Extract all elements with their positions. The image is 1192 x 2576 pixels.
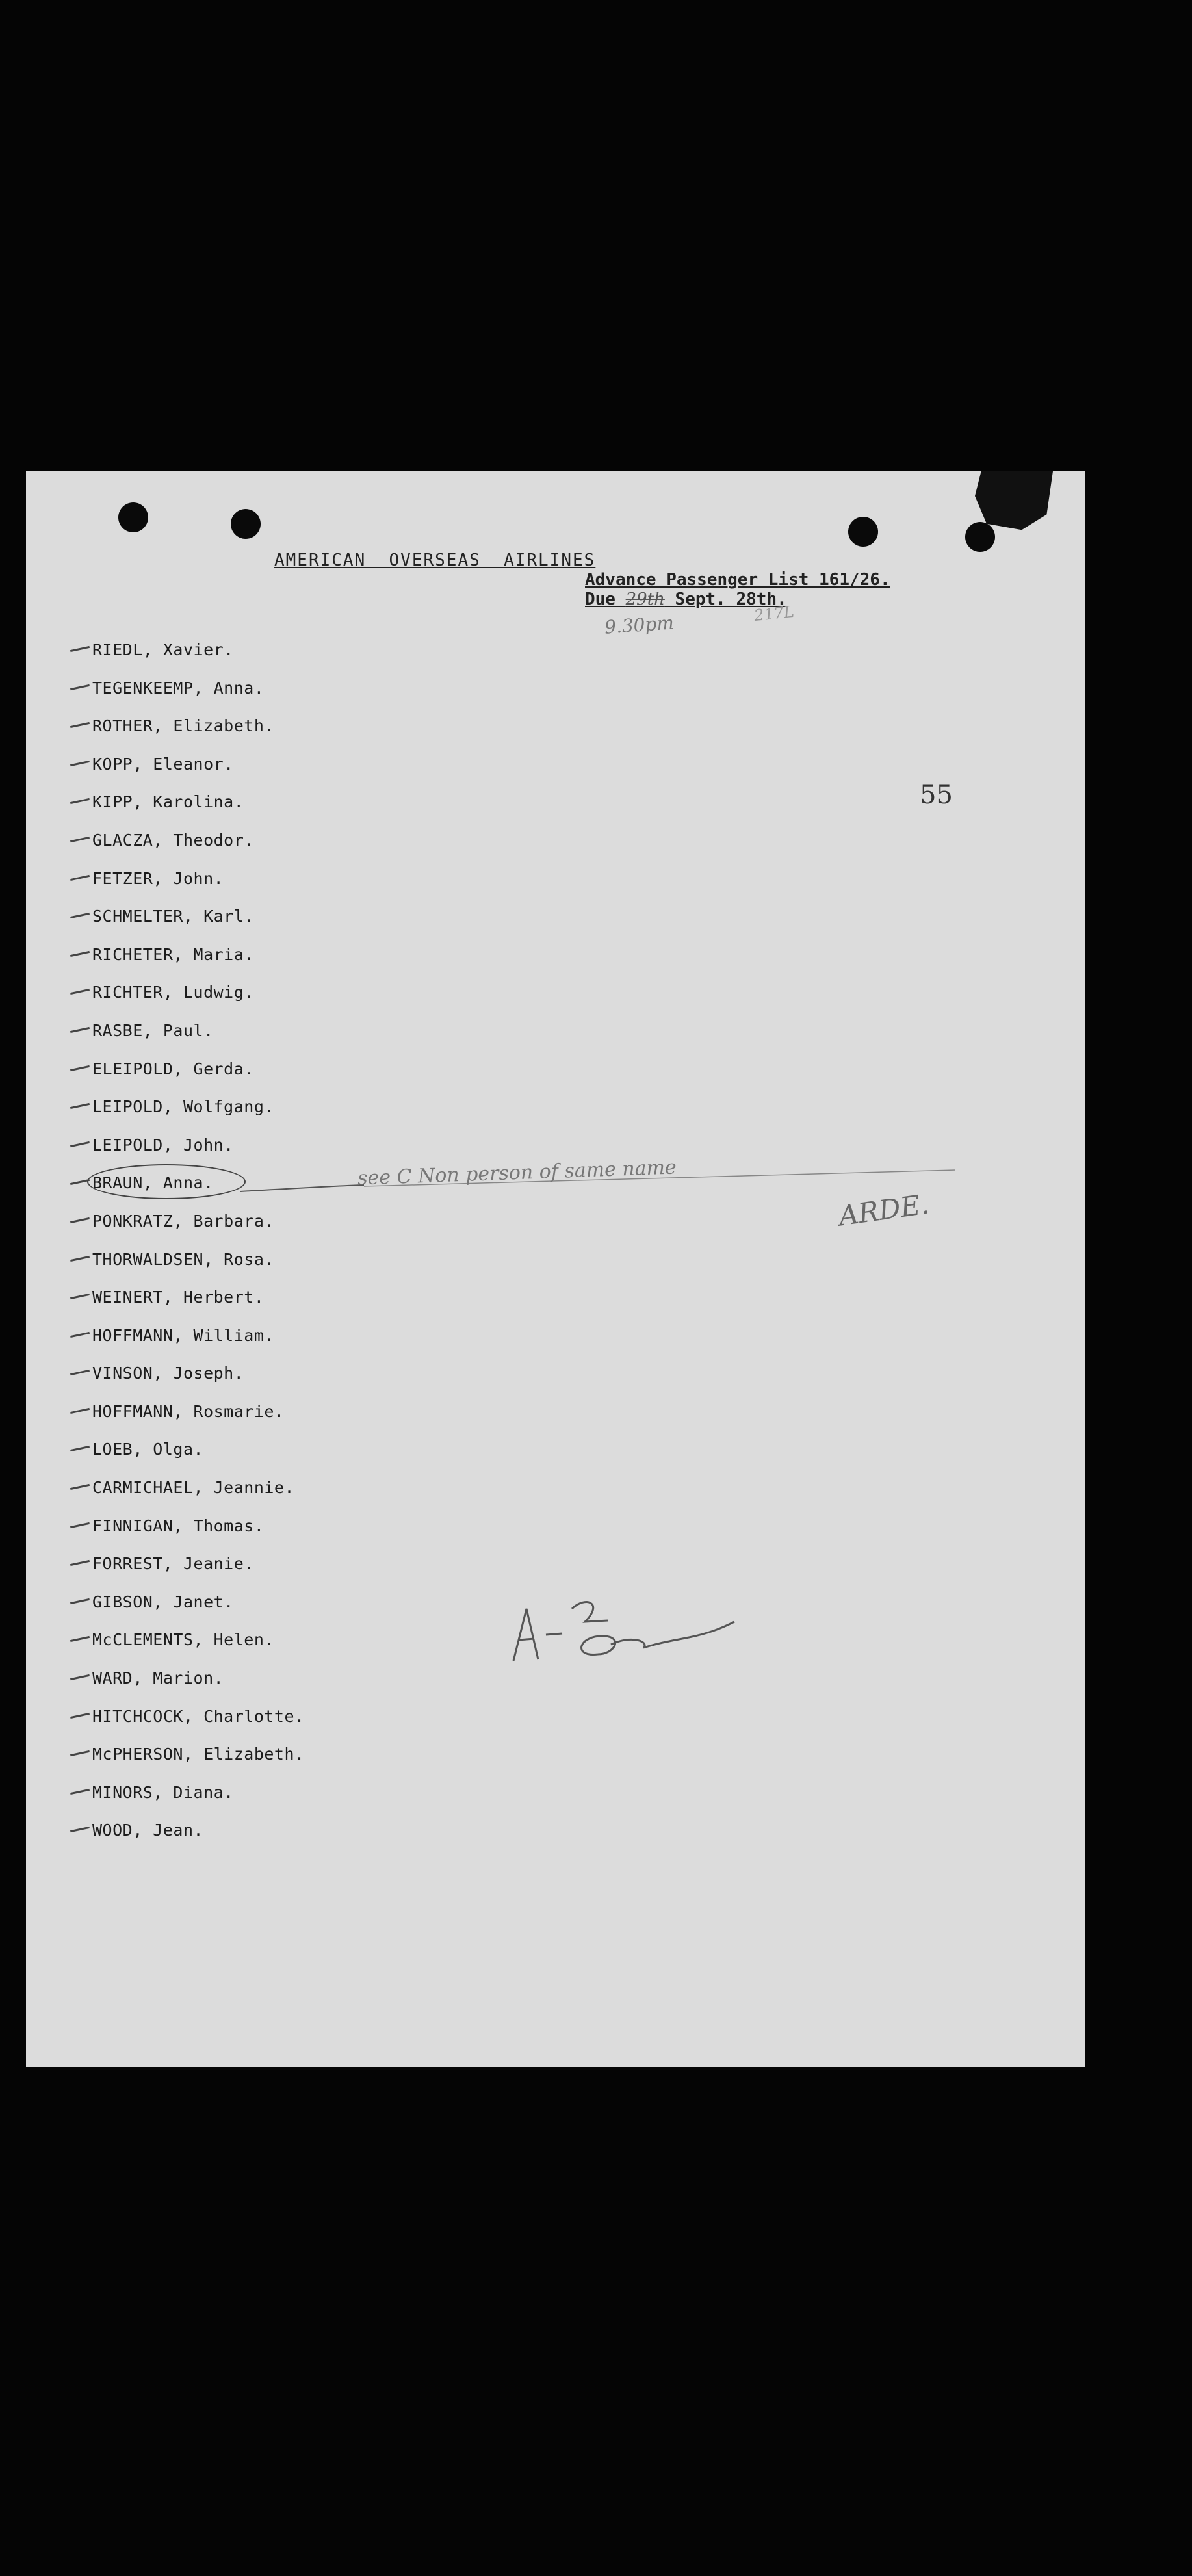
passenger-name: WOOD, Jean. — [92, 1821, 204, 1840]
check-tick-mark — [70, 1408, 90, 1414]
passenger-name: LEIPOLD, Wolfgang. — [92, 1097, 274, 1117]
passenger-name: RIEDL, Xavier. — [92, 640, 234, 659]
check-tick-mark — [70, 1636, 90, 1642]
passenger-row — [84, 1783, 297, 1821]
passenger-name: FINNIGAN, Thomas. — [92, 1516, 265, 1535]
passenger-name: LOEB, Olga. — [92, 1440, 204, 1459]
check-tick-mark — [70, 1484, 90, 1490]
passenger-row — [84, 1821, 297, 1859]
due-struck-date: 29th — [625, 590, 665, 609]
passenger-name: McCLEMENTS, Helen. — [92, 1630, 274, 1650]
handwritten-note: see C Non person of same name — [357, 1156, 677, 1190]
check-tick-mark — [70, 1446, 90, 1451]
passenger-list-reference: Advance Passenger List 161/26. — [585, 570, 890, 590]
passenger-name: THORWALDSEN, Rosa. — [92, 1249, 274, 1269]
passenger-row — [84, 1593, 297, 1631]
passenger-row — [84, 1478, 297, 1516]
passenger-name: SCHMELTER, Karl. — [92, 907, 254, 926]
check-tick-mark — [70, 1713, 90, 1719]
passenger-name: FETZER, John. — [92, 868, 224, 888]
passenger-row — [84, 1554, 297, 1593]
signature — [500, 1583, 773, 1676]
passenger-row — [84, 1364, 297, 1402]
passenger-name: HOFFMANN, Rosmarie. — [92, 1401, 285, 1421]
passenger-row — [84, 1669, 297, 1707]
passenger-name: WARD, Marion. — [92, 1669, 224, 1688]
passenger-name: FORREST, Jeanie. — [92, 1554, 254, 1574]
passenger-name: HOFFMANN, William. — [92, 1325, 274, 1345]
passenger-name: RASBE, Paul. — [92, 1021, 214, 1040]
due-prefix: Due — [585, 590, 626, 609]
check-tick-mark — [70, 1750, 90, 1756]
passenger-name: McPHERSON, Elizabeth. — [92, 1745, 305, 1764]
document-title: AMERICAN OVERSEAS AIRLINES — [274, 551, 596, 570]
check-tick-mark — [70, 1598, 90, 1604]
passenger-row — [84, 1402, 297, 1440]
passenger-name: RICHETER, Maria. — [92, 944, 254, 964]
handwritten-code: 217L — [753, 602, 796, 625]
handwritten-initials: ARDE. — [836, 1188, 931, 1232]
check-tick-mark — [70, 1370, 90, 1375]
check-tick-mark — [70, 1789, 90, 1795]
passenger-row — [84, 1440, 297, 1478]
passenger-name: TEGENKEEMP, Anna. — [92, 678, 265, 697]
passenger-row — [84, 1630, 297, 1669]
check-tick-mark — [70, 1674, 90, 1680]
due-suffix: Sept. 28th. — [664, 590, 787, 609]
braun-connector-line — [240, 1185, 364, 1191]
passenger-name: ROTHER, Elizabeth. — [92, 716, 274, 736]
passenger-name: CARMICHAEL, Jeannie. — [92, 1478, 295, 1498]
passenger-name: BRAUN, Anna. — [92, 1173, 214, 1192]
passenger-name: GIBSON, Janet. — [92, 1592, 234, 1611]
check-tick-mark — [70, 1522, 90, 1528]
passenger-name: LEIPOLD, John. — [92, 1135, 234, 1154]
document-page — [26, 471, 1085, 2067]
passenger-name: KOPP, Eleanor. — [92, 754, 234, 774]
passenger-row — [84, 1745, 305, 1783]
check-tick-mark — [70, 1827, 90, 1832]
passenger-row — [84, 1326, 297, 1364]
handwritten-time: 9.30pm — [603, 612, 675, 638]
passenger-name: PONKRATZ, Barbara. — [92, 1211, 274, 1230]
passenger-name: WEINERT, Herbert. — [92, 1288, 265, 1307]
check-tick-mark — [70, 1332, 90, 1338]
passenger-name: HITCHCOCK, Charlotte. — [92, 1706, 305, 1726]
passenger-name: VINSON, Joseph. — [92, 1364, 244, 1383]
passenger-name: GLACZA, Theodor. — [92, 830, 254, 850]
passenger-name: ELEIPOLD, Gerda. — [92, 1059, 254, 1078]
passenger-name: RICHTER, Ludwig. — [92, 983, 254, 1002]
page-number: 55 — [920, 780, 953, 810]
check-tick-mark — [70, 1560, 90, 1566]
passenger-row — [84, 1706, 305, 1745]
passenger-row — [84, 1516, 297, 1555]
passenger-name: KIPP, Karolina. — [92, 792, 244, 812]
passenger-name: MINORS, Diana. — [92, 1782, 234, 1802]
